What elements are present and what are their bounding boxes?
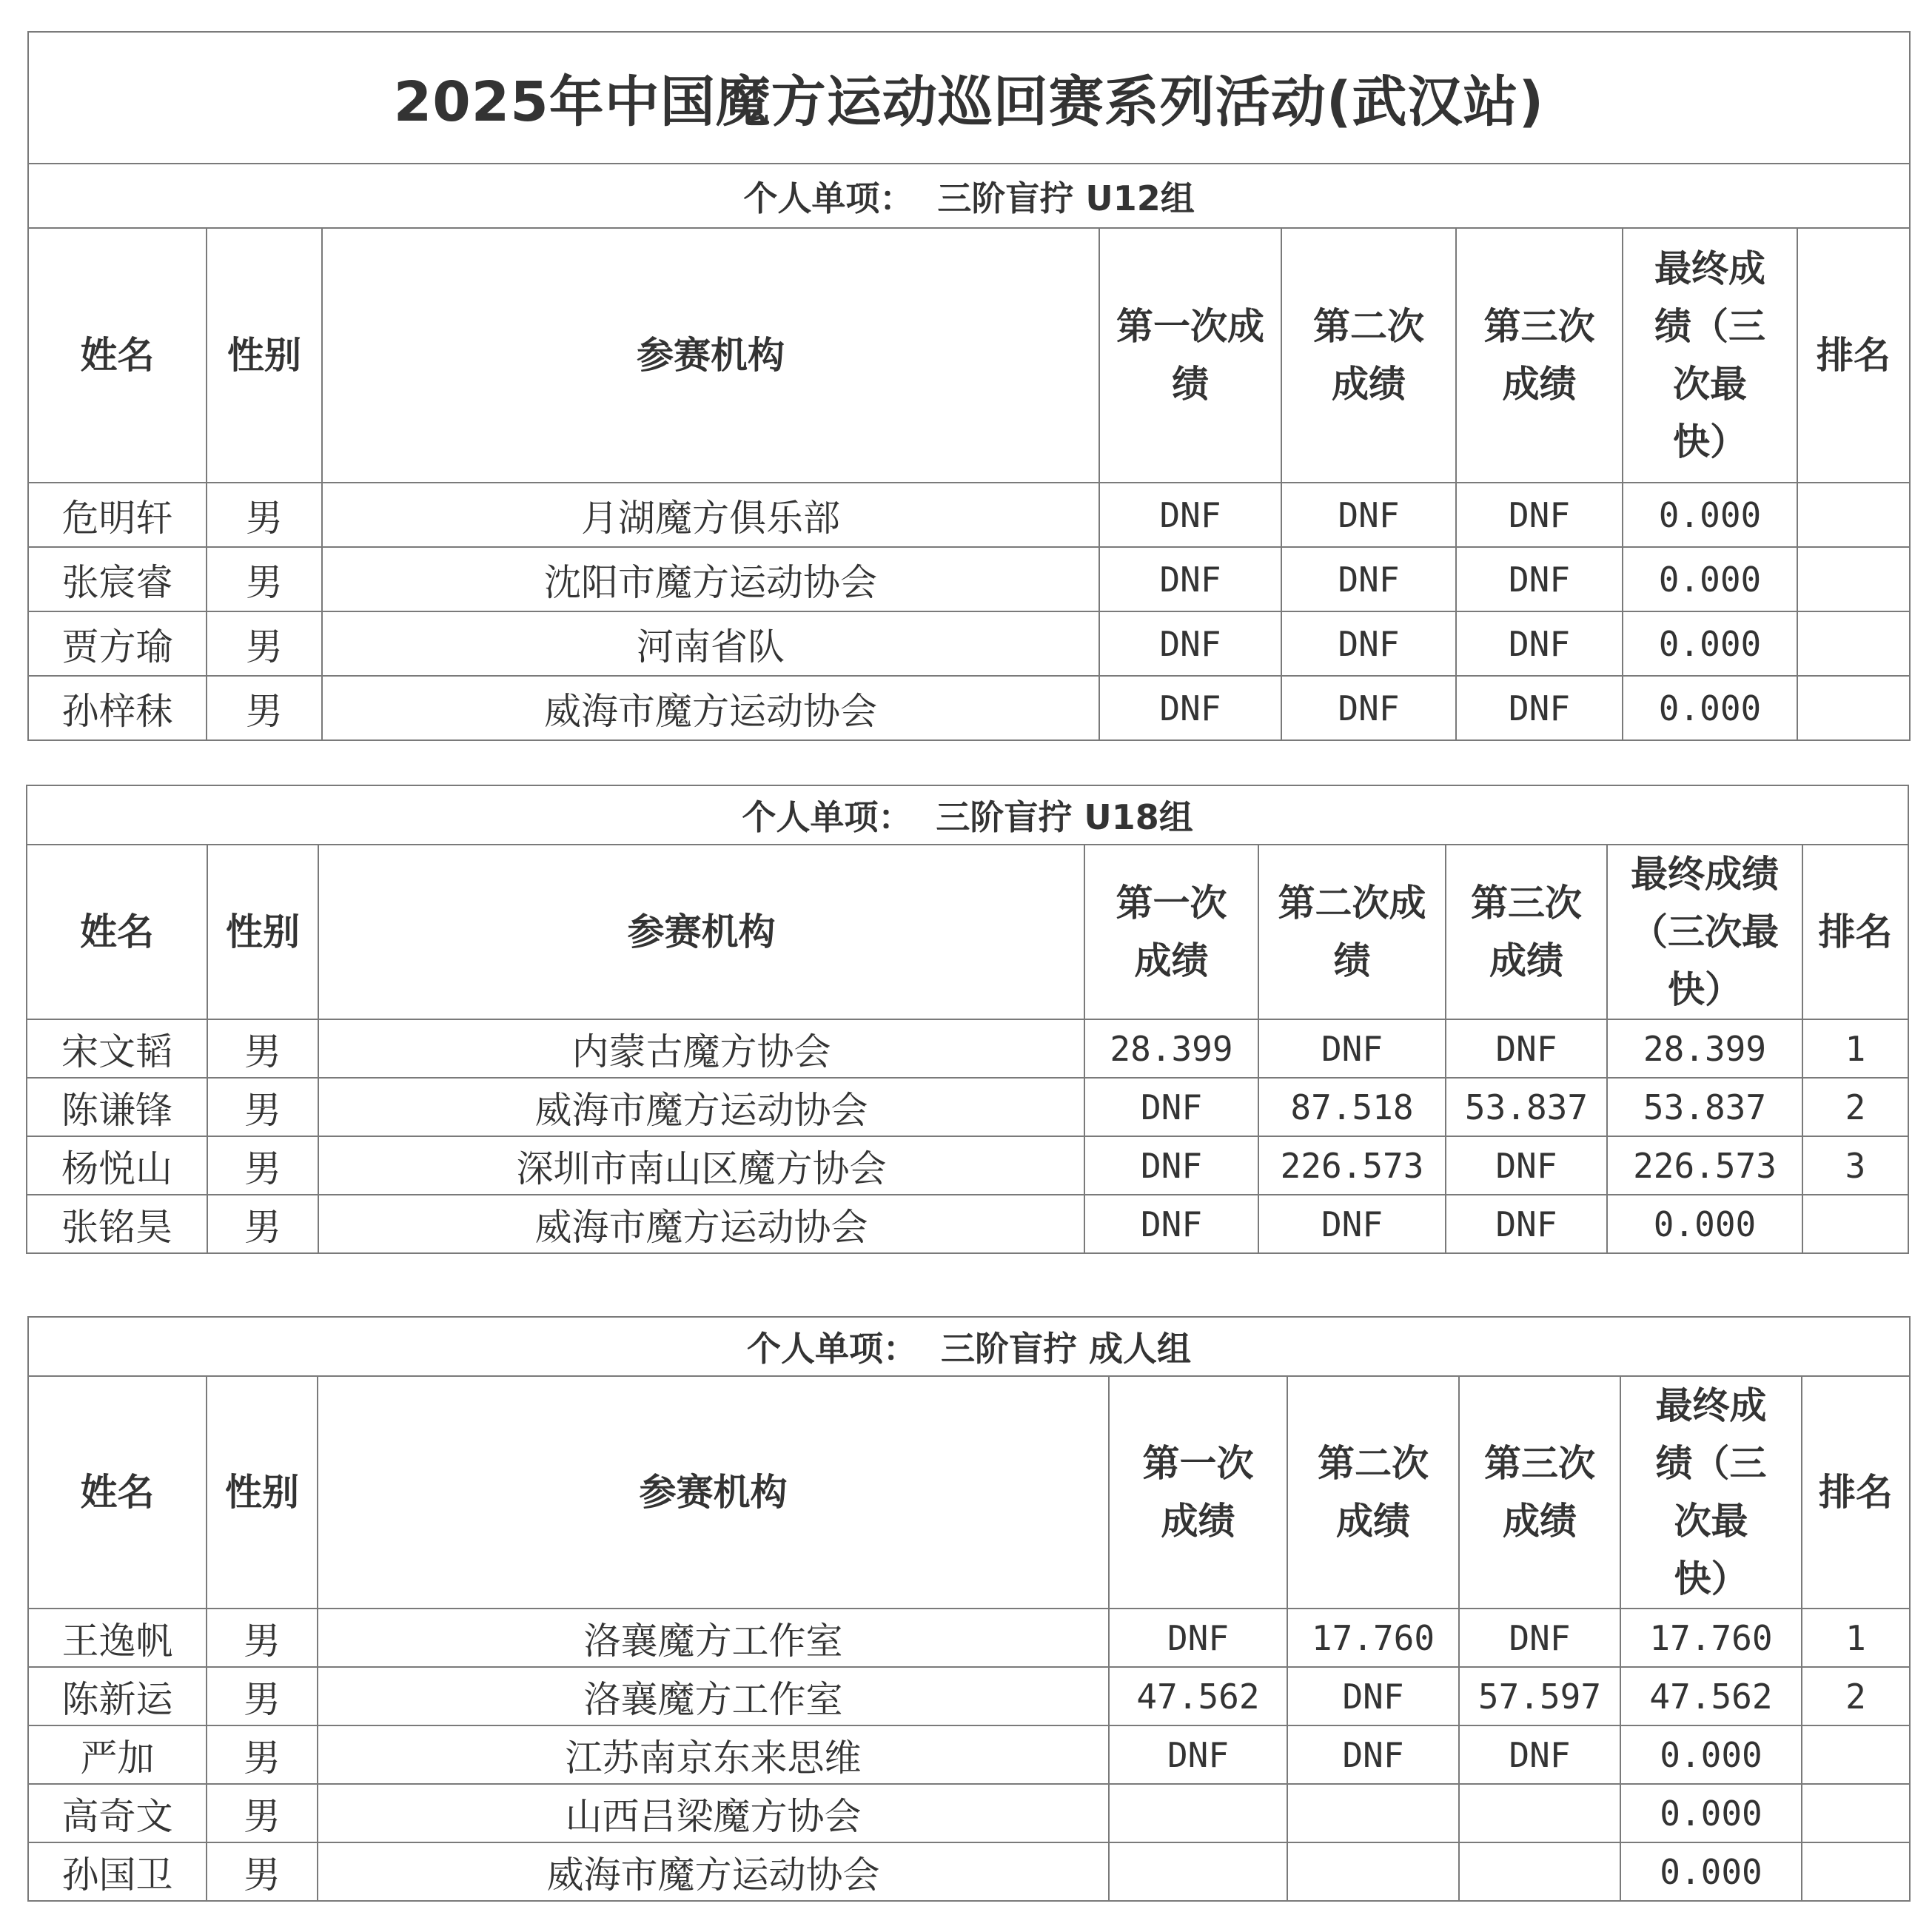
cell-name: 张宸睿 bbox=[28, 547, 207, 611]
cell-attempt-1: DNF bbox=[1109, 1725, 1287, 1784]
table-row bbox=[27, 1136, 1908, 1195]
results-table-adult bbox=[27, 1316, 1911, 1902]
cell-attempt-3: DNF bbox=[1456, 547, 1623, 611]
cell-name: 贾方瑜 bbox=[28, 611, 207, 676]
cell-gender: 男 bbox=[207, 1078, 318, 1136]
cell-gender: 男 bbox=[207, 1784, 318, 1842]
cell-attempt-2: DNF bbox=[1287, 1667, 1459, 1725]
cell-organization: 威海市魔方运动协会 bbox=[318, 1078, 1084, 1136]
cell-rank bbox=[1802, 1195, 1908, 1253]
results-table-u12 bbox=[27, 31, 1911, 741]
table-row bbox=[27, 1078, 1908, 1136]
cell-final-result: 0.000 bbox=[1607, 1195, 1802, 1253]
cell-rank bbox=[1802, 1725, 1910, 1784]
cell-final-result: 53.837 bbox=[1607, 1078, 1802, 1136]
cell-attempt-3: DNF bbox=[1456, 483, 1623, 547]
cell-final-result: 0.000 bbox=[1623, 483, 1797, 547]
table-row bbox=[28, 483, 1910, 547]
cell-attempt-1 bbox=[1109, 1784, 1287, 1842]
cell-organization: 内蒙古魔方协会 bbox=[318, 1019, 1084, 1078]
header-attempt-1: 第一次成绩 bbox=[1109, 1376, 1287, 1609]
cell-rank bbox=[1797, 611, 1910, 676]
header-gender: 性别 bbox=[207, 228, 322, 483]
cell-name: 宋文韬 bbox=[27, 1019, 207, 1078]
cell-gender: 男 bbox=[207, 1667, 318, 1725]
cell-name: 张铭昊 bbox=[27, 1195, 207, 1253]
cell-attempt-1: DNF bbox=[1099, 676, 1281, 740]
cell-gender: 男 bbox=[207, 611, 322, 676]
cell-gender: 男 bbox=[207, 1019, 318, 1078]
header-rank: 排名 bbox=[1797, 228, 1910, 483]
cell-rank: 3 bbox=[1802, 1136, 1908, 1195]
cell-name: 陈谦锋 bbox=[27, 1078, 207, 1136]
cell-attempt-2 bbox=[1287, 1842, 1459, 1901]
header-attempt-3: 第三次成绩 bbox=[1456, 228, 1623, 483]
cell-attempt-2: DNF bbox=[1281, 676, 1456, 740]
cell-rank bbox=[1797, 547, 1910, 611]
cell-attempt-1: DNF bbox=[1109, 1609, 1287, 1667]
cell-final-result: 226.573 bbox=[1607, 1136, 1802, 1195]
cell-rank: 2 bbox=[1802, 1078, 1908, 1136]
cell-organization: 月湖魔方俱乐部 bbox=[322, 483, 1099, 547]
header-attempt-2: 第二次成绩 bbox=[1281, 228, 1456, 483]
cell-attempt-1: DNF bbox=[1099, 483, 1281, 547]
cell-rank bbox=[1797, 483, 1910, 547]
cell-gender: 男 bbox=[207, 676, 322, 740]
cell-attempt-2: DNF bbox=[1258, 1195, 1446, 1253]
header-name: 姓名 bbox=[28, 1376, 207, 1609]
section-heading: 个人单项： 三阶盲拧 U18组 bbox=[27, 785, 1908, 845]
cell-organization: 深圳市南山区魔方协会 bbox=[318, 1136, 1084, 1195]
cell-final-result: 0.000 bbox=[1623, 676, 1797, 740]
cell-final-result: 47.562 bbox=[1620, 1667, 1802, 1725]
cell-attempt-3 bbox=[1459, 1842, 1620, 1901]
cell-attempt-3: DNF bbox=[1456, 676, 1623, 740]
header-gender: 性别 bbox=[207, 845, 318, 1019]
cell-gender: 男 bbox=[207, 1609, 318, 1667]
cell-rank: 1 bbox=[1802, 1609, 1910, 1667]
cell-attempt-2: DNF bbox=[1281, 611, 1456, 676]
section-heading: 个人单项： 三阶盲拧 U12组 bbox=[28, 164, 1910, 228]
results-table-u18 bbox=[26, 785, 1909, 1254]
header-gender: 性别 bbox=[207, 1376, 318, 1609]
cell-name: 严加 bbox=[28, 1725, 207, 1784]
header-organization: 参赛机构 bbox=[318, 845, 1084, 1019]
cell-attempt-3: DNF bbox=[1446, 1019, 1607, 1078]
cell-attempt-2: DNF bbox=[1281, 547, 1456, 611]
cell-attempt-3 bbox=[1459, 1784, 1620, 1842]
cell-attempt-2: 226.573 bbox=[1258, 1136, 1446, 1195]
cell-name: 陈新运 bbox=[28, 1667, 207, 1725]
header-organization: 参赛机构 bbox=[322, 228, 1099, 483]
cell-attempt-2: DNF bbox=[1287, 1725, 1459, 1784]
cell-final-result: 0.000 bbox=[1623, 547, 1797, 611]
header-attempt-1: 第一次成绩 bbox=[1084, 845, 1258, 1019]
header-attempt-2: 第二次成绩 bbox=[1258, 845, 1446, 1019]
section-heading: 个人单项： 三阶盲拧 成人组 bbox=[28, 1317, 1910, 1376]
cell-attempt-3: DNF bbox=[1446, 1136, 1607, 1195]
cell-attempt-1: DNF bbox=[1084, 1136, 1258, 1195]
table-row bbox=[28, 1725, 1910, 1784]
cell-organization: 洛襄魔方工作室 bbox=[318, 1667, 1109, 1725]
cell-organization: 山西吕梁魔方协会 bbox=[318, 1784, 1109, 1842]
cell-gender: 男 bbox=[207, 1725, 318, 1784]
cell-final-result: 17.760 bbox=[1620, 1609, 1802, 1667]
cell-gender: 男 bbox=[207, 483, 322, 547]
page-title: 2025年中国魔方运动巡回赛系列活动(武汉站) bbox=[28, 32, 1910, 164]
header-attempt-3: 第三次成绩 bbox=[1459, 1376, 1620, 1609]
table-row bbox=[28, 1842, 1910, 1901]
cell-attempt-3: 57.597 bbox=[1459, 1667, 1620, 1725]
table-row bbox=[28, 1784, 1910, 1842]
cell-final-result: 0.000 bbox=[1620, 1784, 1802, 1842]
cell-organization: 威海市魔方运动协会 bbox=[318, 1842, 1109, 1901]
cell-name: 危明轩 bbox=[28, 483, 207, 547]
cell-attempt-3: DNF bbox=[1459, 1725, 1620, 1784]
cell-name: 孙梓秣 bbox=[28, 676, 207, 740]
cell-gender: 男 bbox=[207, 547, 322, 611]
cell-final-result: 0.000 bbox=[1620, 1725, 1802, 1784]
cell-gender: 男 bbox=[207, 1195, 318, 1253]
cell-name: 高奇文 bbox=[28, 1784, 207, 1842]
cell-attempt-1: DNF bbox=[1099, 611, 1281, 676]
header-rank: 排名 bbox=[1802, 1376, 1910, 1609]
header-organization: 参赛机构 bbox=[318, 1376, 1109, 1609]
table-row bbox=[27, 1195, 1908, 1253]
cell-name: 王逸帆 bbox=[28, 1609, 207, 1667]
cell-final-result: 28.399 bbox=[1607, 1019, 1802, 1078]
cell-name: 孙国卫 bbox=[28, 1842, 207, 1901]
cell-final-result: 0.000 bbox=[1620, 1842, 1802, 1901]
header-rank: 排名 bbox=[1802, 845, 1908, 1019]
cell-attempt-3: DNF bbox=[1446, 1195, 1607, 1253]
cell-attempt-2: 17.760 bbox=[1287, 1609, 1459, 1667]
cell-organization: 洛襄魔方工作室 bbox=[318, 1609, 1109, 1667]
cell-final-result: 0.000 bbox=[1623, 611, 1797, 676]
header-name: 姓名 bbox=[28, 228, 207, 483]
header-attempt-2: 第二次成绩 bbox=[1287, 1376, 1459, 1609]
cell-attempt-1: DNF bbox=[1084, 1078, 1258, 1136]
cell-attempt-2: DNF bbox=[1281, 483, 1456, 547]
cell-attempt-2: DNF bbox=[1258, 1019, 1446, 1078]
cell-rank bbox=[1797, 676, 1910, 740]
cell-attempt-1: DNF bbox=[1099, 547, 1281, 611]
cell-organization: 威海市魔方运动协会 bbox=[318, 1195, 1084, 1253]
header-final-result: 最终成绩（三次最快） bbox=[1623, 228, 1797, 483]
header-final-result: 最终成绩（三次最快） bbox=[1620, 1376, 1802, 1609]
cell-attempt-1: 47.562 bbox=[1109, 1667, 1287, 1725]
cell-attempt-1: DNF bbox=[1084, 1195, 1258, 1253]
cell-attempt-2 bbox=[1287, 1784, 1459, 1842]
cell-organization: 威海市魔方运动协会 bbox=[322, 676, 1099, 740]
cell-rank bbox=[1802, 1842, 1910, 1901]
cell-attempt-2: 87.518 bbox=[1258, 1078, 1446, 1136]
table-row bbox=[28, 611, 1910, 676]
cell-attempt-3: DNF bbox=[1456, 611, 1623, 676]
cell-gender: 男 bbox=[207, 1842, 318, 1901]
header-attempt-1: 第一次成绩 bbox=[1099, 228, 1281, 483]
header-attempt-3: 第三次成绩 bbox=[1446, 845, 1607, 1019]
cell-attempt-3: 53.837 bbox=[1446, 1078, 1607, 1136]
cell-attempt-1: 28.399 bbox=[1084, 1019, 1258, 1078]
cell-attempt-1 bbox=[1109, 1842, 1287, 1901]
header-final-result: 最终成绩（三次最快） bbox=[1607, 845, 1802, 1019]
cell-name: 杨悦山 bbox=[27, 1136, 207, 1195]
cell-rank: 1 bbox=[1802, 1019, 1908, 1078]
cell-attempt-3: DNF bbox=[1459, 1609, 1620, 1667]
cell-organization: 河南省队 bbox=[322, 611, 1099, 676]
table-row bbox=[28, 1667, 1910, 1725]
table-row bbox=[28, 547, 1910, 611]
cell-rank: 2 bbox=[1802, 1667, 1910, 1725]
table-row bbox=[28, 1609, 1910, 1667]
table-row bbox=[28, 676, 1910, 740]
table-row bbox=[27, 1019, 1908, 1078]
cell-gender: 男 bbox=[207, 1136, 318, 1195]
cell-organization: 江苏南京东来思维 bbox=[318, 1725, 1109, 1784]
cell-organization: 沈阳市魔方运动协会 bbox=[322, 547, 1099, 611]
cell-rank bbox=[1802, 1784, 1910, 1842]
header-name: 姓名 bbox=[27, 845, 207, 1019]
